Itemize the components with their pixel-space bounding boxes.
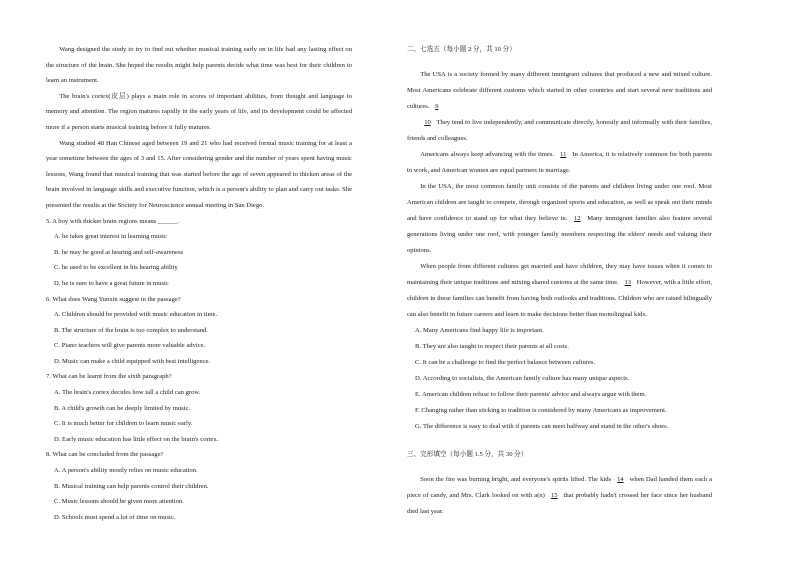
passage-paragraph xyxy=(407,115,712,147)
blank-9[interactable]: 9 xyxy=(435,103,439,110)
answer-option: C. Music lessons should be given more attention. xyxy=(54,498,184,506)
paragraph-text: Many immigrant families also feature several generations living under one roof, with younger family members respecting the elders' needs and valuing their opinions. xyxy=(407,215,712,254)
spacer xyxy=(407,58,712,67)
question-stem: 6. What does Wang Yunxin suggest in the passage? xyxy=(46,295,181,303)
blank-11[interactable]: 11 xyxy=(560,151,567,158)
answer-option: D. Schools must spend a lot of time on music. xyxy=(54,513,176,521)
right-column xyxy=(407,42,712,520)
spacer xyxy=(407,435,712,447)
paragraph-text: Americans always keep advancing with the times. xyxy=(420,151,555,158)
paragraph-text: However, with a little effort, children in these families can benefit from having both outlooks and traditions. Children who are raised bilingually can also benefit in future careers and learn to make decisions better than monolingual kids. xyxy=(407,279,712,318)
paragraph-text: They tend to live independently, and communicate directly, honestly and informally with their families, friends and colleagues. xyxy=(407,119,712,142)
passage-paragraph: The brain's cortex(皮层) plays a main role in scores of important abilities, from thought and language to memory and attention. The region matures rapidly in the early years of life, and its development could be affected more if a person starts musical training before it fully matures. xyxy=(46,92,352,131)
passage-paragraph xyxy=(407,179,712,259)
section-heading-cloze: 三、完形填空（每小题 1.5 分，共 30 分） xyxy=(407,451,528,458)
passage-paragraph: Wang studied 48 Han Chinese aged between 19 and 21 who had received formal music training for at least a year sometime between the ages of 3 and 15. After considering gender and the number of years spent having music lessons, Wang found that musical training that was started before the age of seven appeared to thicken areas of the brain involved in language skills and executive function, which is a person's ability to plan and carry out tasks. She presented the results at the Society for Neuroscience annual meeting in San Diego. xyxy=(46,139,352,209)
answer-option: A. Many Americans find happy life is important. xyxy=(415,327,544,334)
answer-option: A. Children should be provided with music education in time. xyxy=(54,311,218,319)
answer-option: B. The structure of the brain is too complex to understand. xyxy=(54,326,209,334)
answer-option: E. American children refuse to follow their parents' advice and always argue with them. xyxy=(415,391,647,398)
answer-option: D. he is sure to have a great future in music xyxy=(54,279,169,287)
answer-option: C. It is much better for children to learn music early. xyxy=(54,420,193,428)
blank-12[interactable]: 12 xyxy=(574,215,581,222)
blank-13[interactable]: 13 xyxy=(624,279,632,286)
answer-option: C. he used to be excellent in his hearing ability xyxy=(54,264,178,272)
answer-option: B. he may be good at hearing and self-awareness xyxy=(54,248,184,256)
paragraph-text: that probably hadn't crossed her face since her husband died last year. xyxy=(407,492,712,515)
section-heading-seven-choose-five: 二、七选五（每小题 2 分，共 10 分） xyxy=(407,46,516,53)
answer-option: G. The difference is easy to deal with if parents can meet halfway and stand in the other's shoes. xyxy=(415,423,669,430)
paragraph-text: The USA is a society formed by many different immigrant cultures that produced a new and mixed culture. Most Americans celebrate different customs which started in other countries and start several new traditions and cultures. xyxy=(407,71,712,110)
passage-paragraph xyxy=(407,147,712,179)
question-stem: 7. What can be learnt from the sixth paragraph? xyxy=(46,373,172,381)
answer-option: A. he takes great interest in learning music xyxy=(54,233,167,241)
left-column xyxy=(46,42,352,525)
answer-option: B. They are also taught to respect their parents at all costs. xyxy=(415,343,569,350)
question-8 xyxy=(46,447,352,525)
passage-paragraph: Wang designed the study to try to find out whether musical training early on in life had any lasting effect on the structure of the brain. She hoped the results might help parents decide what time was best for their children to learn an instrument. xyxy=(46,46,352,85)
paragraph-text: In America, it is relatively common for both parents to work, and American women are equal partners in marriage. xyxy=(407,151,712,174)
answer-option: A. A person's ability mostly relies on music education. xyxy=(54,467,198,475)
passage-paragraph xyxy=(407,472,712,520)
paragraph-text: In the USA, the most common family unit consists of the parents and children living under one roof. Most American children are taught to compete, through organized sports and education, as well as speak out their minds and have confidence to stand up for what they believe in. xyxy=(407,183,712,222)
answer-option: F. Changing rather than sticking to tradition is considered by many Americans as improvement. xyxy=(415,407,667,414)
question-6 xyxy=(46,292,352,370)
answer-option: A. The brain's cortex decides how tall a child can grow. xyxy=(54,389,201,397)
blank-14[interactable]: 14 xyxy=(617,476,624,483)
answer-option: C. Piano teachers will give parents more valuable advice. xyxy=(54,342,206,350)
spacer xyxy=(407,463,712,472)
blank-10[interactable]: 10 xyxy=(424,119,431,126)
paragraph-text: When people from different cultures get married and have children, they may have issues when it comes to maintaining their unique traditions and mixing shared customs at the same time. xyxy=(407,263,712,286)
passage-paragraph xyxy=(407,259,712,323)
paragraph-text: Soon the fire was burning bright, and everyone's spirits lifted. The kids xyxy=(420,476,612,483)
answer-option: B. A child's growth can be deeply limited by music. xyxy=(54,404,191,412)
question-7 xyxy=(46,369,352,447)
answer-option: D. Music can make a child equipped with best intelligence. xyxy=(54,357,211,365)
paragraph-text: when Dad handed them each a piece of candy, and Mrs. Clark looked on with a(n) xyxy=(407,476,713,499)
answer-option: C. It can be a challenge to find the perfect balance between cultures. xyxy=(415,359,596,366)
answer-option: D. According to socialists, the American family culture has many unique aspects. xyxy=(415,375,630,382)
answer-option: D. Early music education has little effect on the brain's cortex. xyxy=(54,435,219,443)
passage-paragraph xyxy=(407,67,712,115)
question-stem: 8. What can be concluded from the passage? xyxy=(46,451,164,459)
question-stem: 5. A boy with thicker brain regions means ______. xyxy=(46,217,180,225)
answer-option: B. Musical training can help parents control their children. xyxy=(54,482,209,490)
question-5 xyxy=(46,214,352,292)
blank-15[interactable]: 15 xyxy=(550,492,558,499)
